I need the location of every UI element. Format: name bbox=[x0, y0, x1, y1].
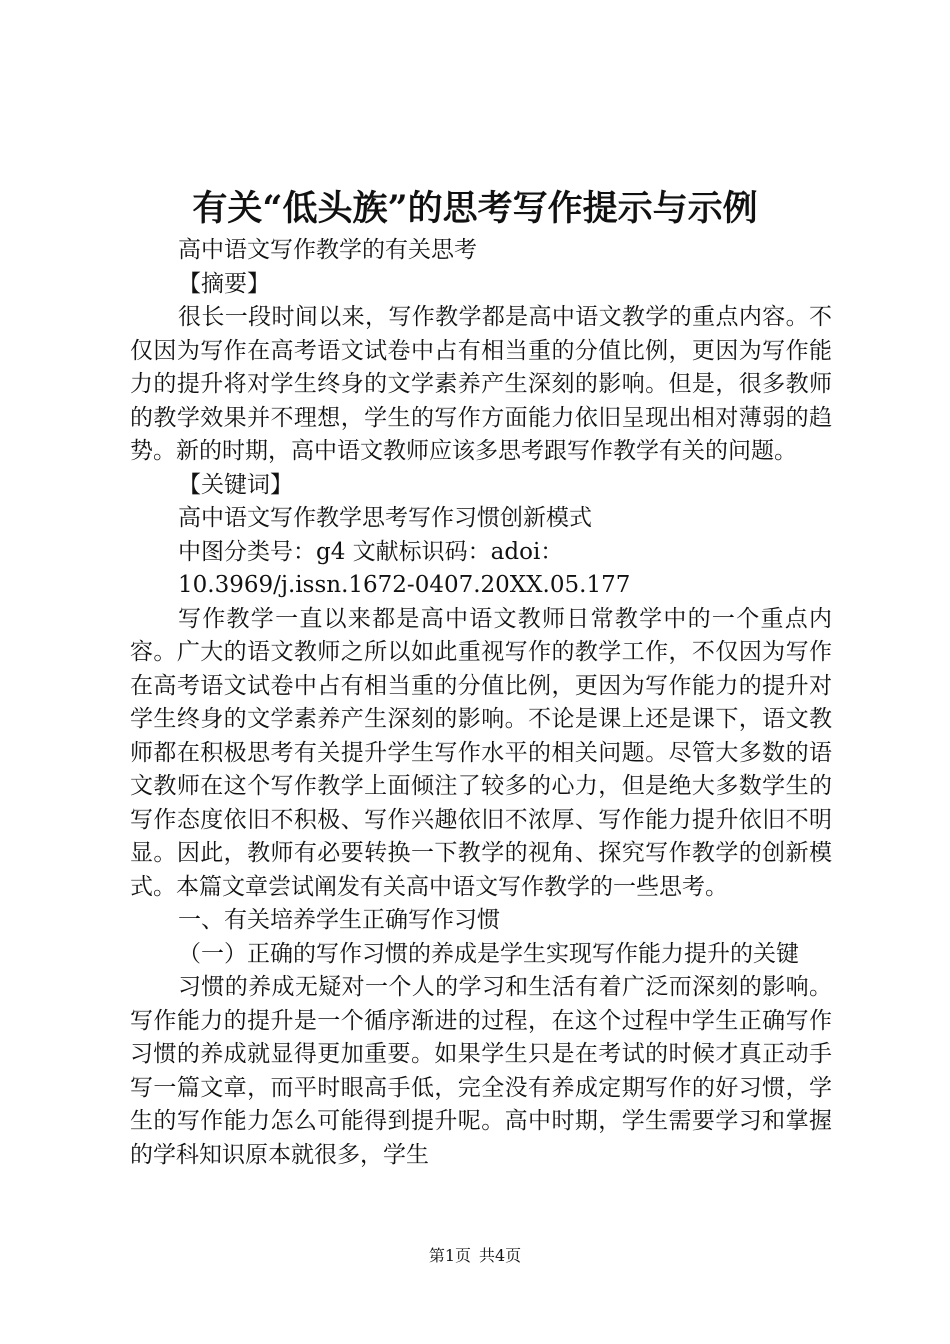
body-paragraph: 习惯的养成无疑对一个人的学习和生活有着广泛而深刻的影响。写作能力的提升是一个循序渐进的过程，在这个过程中学生正确写作习惯的养成就显得更加重要。如果学生只是在考试的时候才真正动手写一篇文章，而平时眼高手低，完全没有养成定期写作的好习惯，学生的写作能力怎么可能得到提升呢。高中时期，学生需要学习和掌握的学科知识原本就很多，学生 bbox=[130, 974, 832, 1168]
abstract-heading: 【摘要】 bbox=[178, 270, 270, 297]
abstract-paragraph: 很长一段时间以来，写作教学都是高中语文教学的重点内容。不仅因为写作在高考语文试卷中占有相当重的分值比例，更因为写作能力的提升将对学生终身的文学素养产生深刻的影响。但是，很多教师的教学效果并不理想，学生的写作方面能力依旧呈现出相对薄弱的趋势。新的时期，高中语文教师应该多思考跟写作教学有关的问题。 bbox=[130, 304, 832, 464]
section-heading: 一、有关培养学生正确写作习惯 bbox=[178, 907, 500, 933]
intro-paragraph: 写作教学一直以来都是高中语文教师日常教学中的一个重点内容。广大的语文教师之所以如此重视写作的教学工作，不仅因为写作在高考语文试卷中占有相当重的分值比例，更因为写作能力的提升对学生终身的文学素养产生深刻的影响。不论是课上还是课下，语文教师都在积极思考有关提升学生写作水平的相关问题。尽管大多数的语文教师在这个写作教学上面倾注了较多的心力，但是绝大多数学生的写作态度依旧不积极、写作兴趣依旧不浓厚、写作能力提升依旧不明显。因此，教师有必要转换一下教学的视角、探究写作教学的创新模式。本篇文章尝试阐发有关高中语文写作教学的一些思考。 bbox=[130, 605, 832, 900]
subsection-heading: （一）正确的写作习惯的养成是学生实现写作能力提升的关键 bbox=[178, 940, 799, 967]
subtitle-paragraph: 高中语文写作教学的有关思考 bbox=[178, 237, 477, 263]
classification-paragraph: 中图分类号：g4 文献标识码：adoi： bbox=[178, 538, 564, 565]
document-title: 有关“低头族”的思考写作提示与示例 bbox=[192, 188, 758, 229]
document-body bbox=[130, 234, 832, 1172]
keywords-heading: 【关键词】 bbox=[178, 471, 293, 498]
page-total: 共4页 bbox=[479, 1246, 522, 1265]
keywords-paragraph: 高中语文写作教学思考写作习惯创新模式 bbox=[178, 505, 592, 531]
page-number: 第1页 bbox=[428, 1246, 471, 1265]
page-footer bbox=[0, 1244, 950, 1268]
doi-paragraph: 10.3969/j.issn.1672-0407.20XX.05.177 bbox=[178, 572, 631, 598]
